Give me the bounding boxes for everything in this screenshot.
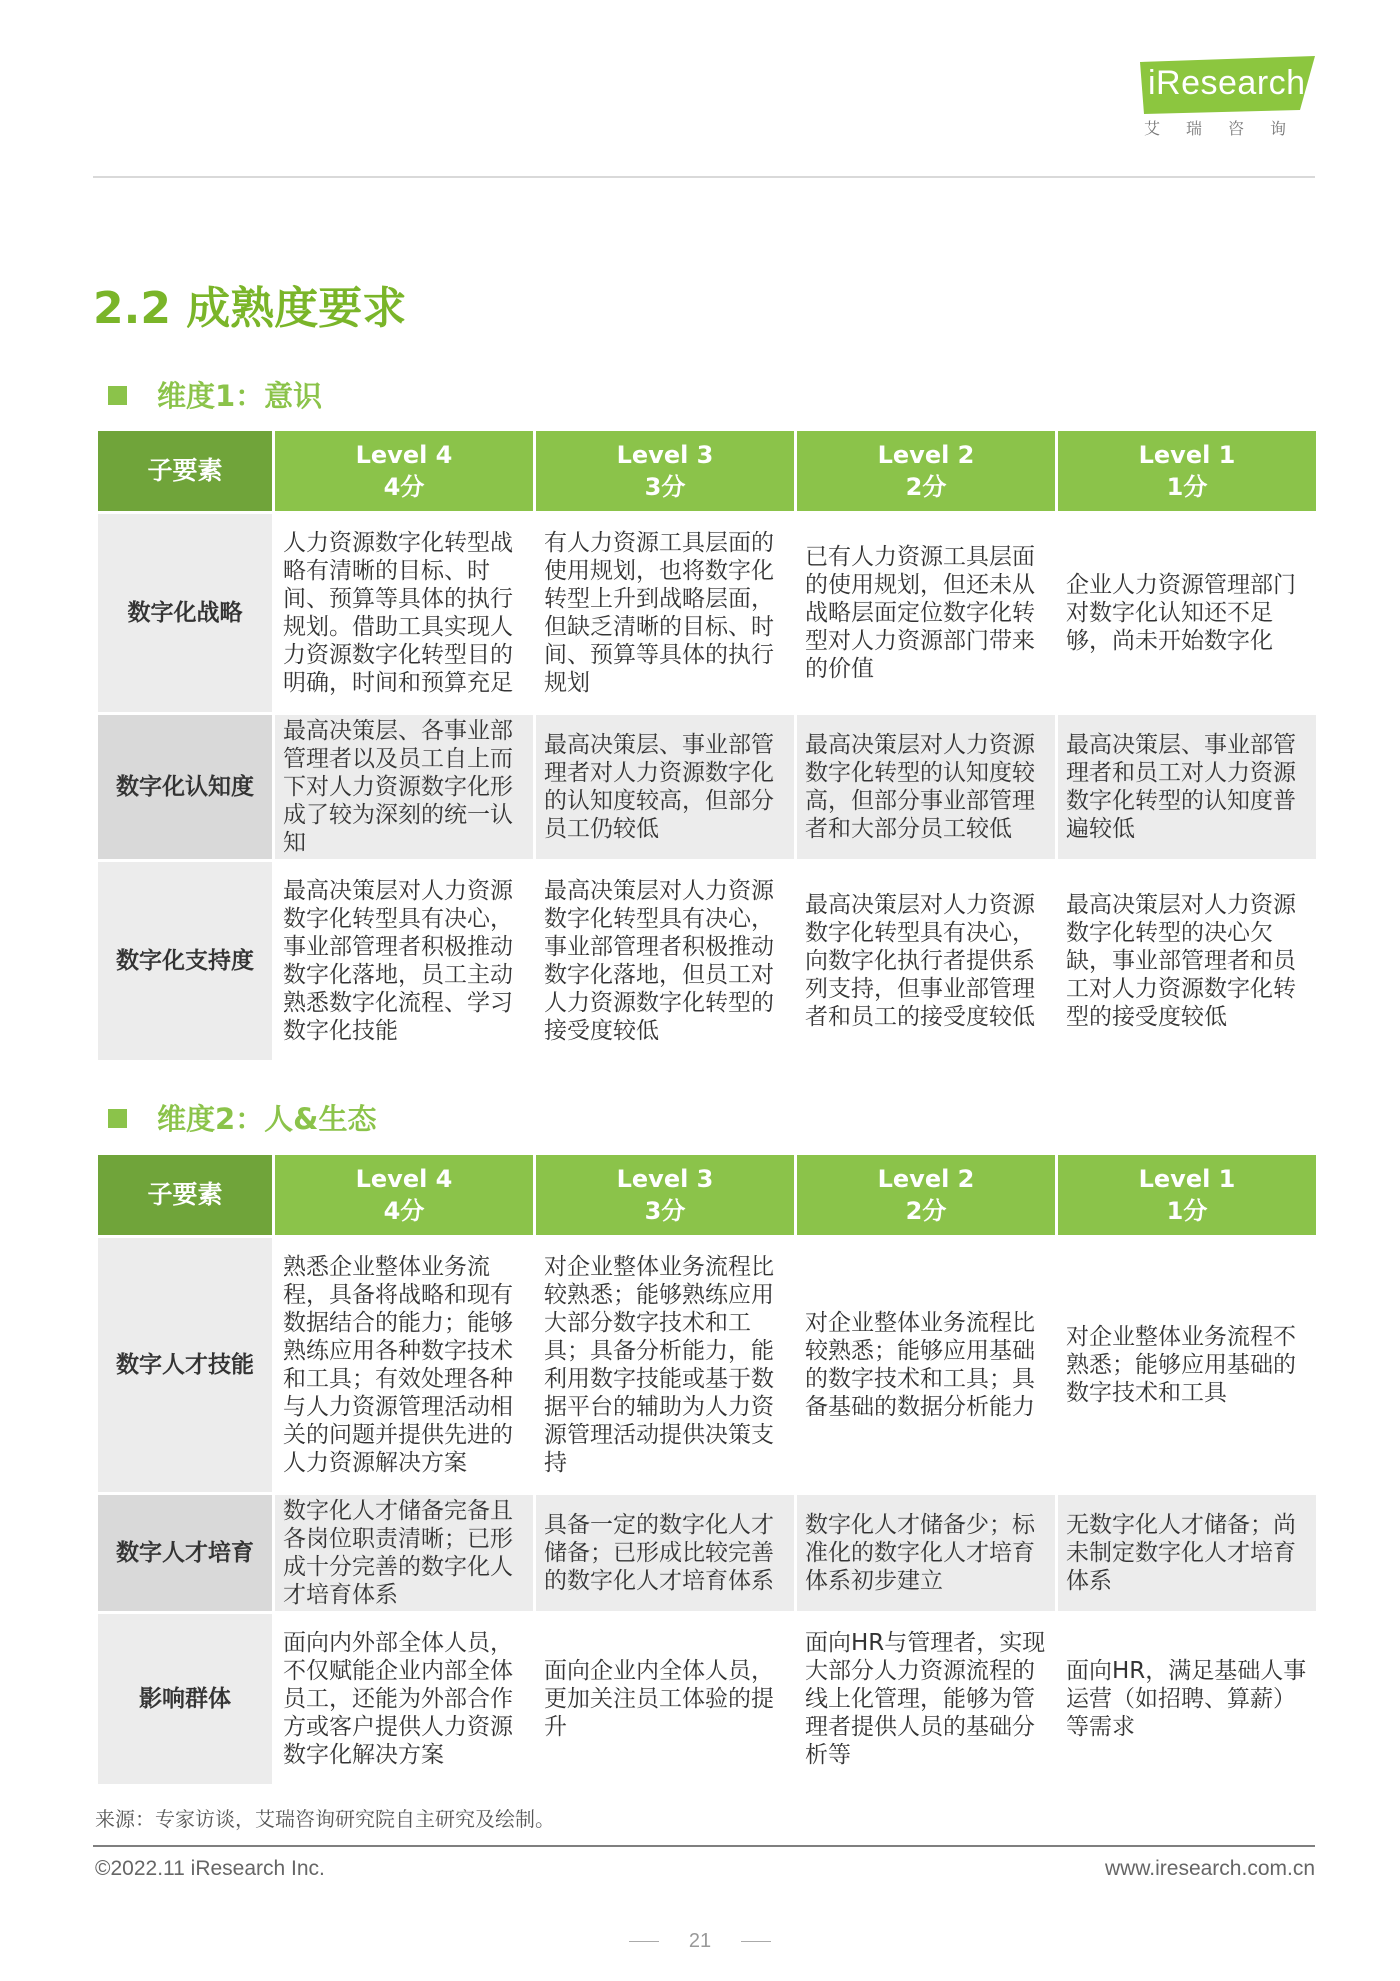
table-cell: 最高决策层、事业部管理者对人力资源数字化的认知度较高，但部分员工仍较低 xyxy=(536,715,794,859)
table-cell: 最高决策层对人力资源数字化转型的决心欠缺，事业部管理者和员工对人力资源数字化转型的接受度较低 xyxy=(1058,862,1316,1060)
table-row xyxy=(98,1238,1316,1492)
header-cell: Level 2 2分 xyxy=(797,431,1055,511)
table-cell: 数字化人才储备完备且各岗位职责清晰；已形成十分完善的数字化人才培育体系 xyxy=(275,1495,533,1611)
source-note: 来源：专家访谈，艾瑞咨询研究院自主研究及绘制。 xyxy=(95,1807,555,1831)
section-heading-dimension2 xyxy=(108,1097,376,1138)
dimension2-title: 维度2：人&生态 xyxy=(157,1102,377,1136)
copyright: ©2022.11 iResearch Inc. xyxy=(95,1857,325,1880)
header-cell: 子要素 xyxy=(98,431,272,511)
table-cell: 面向HR，满足基础人事运营（如招聘、算薪）等需求 xyxy=(1058,1614,1316,1784)
table-cell: 具备一定的数字化人才储备；已形成比较完善的数字化人才培育体系 xyxy=(536,1495,794,1611)
table-cell: 最高决策层对人力资源数字化转型具有决心，事业部管理者积极推动数字化落地，员工主动熟悉数字化流程、学习数字化技能 xyxy=(275,862,533,1060)
page-title: 2.2 成熟度要求 xyxy=(93,283,407,334)
header-cell: Level 4 4分 xyxy=(275,431,533,511)
table-cell: 面向企业内全体人员，更加关注员工体验的提升 xyxy=(536,1614,794,1784)
table-header-row xyxy=(98,431,1316,511)
table-row xyxy=(98,1495,1316,1611)
header-cell: Level 1 1分 xyxy=(1058,431,1316,511)
table-row xyxy=(98,1614,1316,1784)
header-cell: Level 2 2分 xyxy=(797,1155,1055,1235)
row-key: 数字人才培育 xyxy=(98,1495,272,1611)
header-divider xyxy=(93,176,1315,178)
table-cell: 最高决策层对人力资源数字化转型具有决心，事业部管理者积极推动数字化落地，但员工对人力资源数字化转型的接受度较低 xyxy=(536,862,794,1060)
table-cell: 对企业整体业务流程不熟悉；能够应用基础的数字技术和工具 xyxy=(1058,1238,1316,1492)
table-row xyxy=(98,715,1316,859)
row-key: 数字化战略 xyxy=(98,514,272,712)
table-row xyxy=(98,862,1316,1060)
header-cell: Level 3 3分 xyxy=(536,1155,794,1235)
row-key: 影响群体 xyxy=(98,1614,272,1784)
table-cell: 对企业整体业务流程比较熟悉；能够应用基础的数字技术和工具；具备基础的数据分析能力 xyxy=(797,1238,1055,1492)
table-cell: 面向内外部全体人员，不仅赋能企业内部全体员工，还能为外部合作方或客户提供人力资源数字化解决方案 xyxy=(275,1614,533,1784)
table-cell: 有人力资源工具层面的使用规划，也将数字化转型上升到战略层面，但缺乏清晰的目标、时间、预算等具体的执行规划 xyxy=(536,514,794,712)
table-cell: 最高决策层、事业部管理者和员工对人力资源数字化转型的认知度普遍较低 xyxy=(1058,715,1316,859)
header-cell: Level 1 1分 xyxy=(1058,1155,1316,1235)
table-cell: 企业人力资源管理部门对数字化认知还不足够，尚未开始数字化 xyxy=(1058,514,1316,712)
row-key: 数字化支持度 xyxy=(98,862,272,1060)
pager-dash-right xyxy=(741,1941,771,1942)
header-cell: Level 4 4分 xyxy=(275,1155,533,1235)
dimension1-table xyxy=(95,428,1319,1063)
iresearch-logo xyxy=(1140,56,1315,146)
header-cell: Level 3 3分 xyxy=(536,431,794,511)
table-cell: 熟悉企业整体业务流程，具备将战略和现有数据结合的能力；能够熟练应用各种数字技术和工具；有效处理各种与人力资源管理活动相关的问题并提供先进的人力资源解决方案 xyxy=(275,1238,533,1492)
logo-brand-text: iResearch xyxy=(1148,64,1306,102)
square-bullet-icon xyxy=(108,386,127,405)
square-bullet-icon xyxy=(108,1109,127,1128)
dimension1-title: 维度1：意识 xyxy=(157,379,323,413)
table-cell: 无数字化人才储备；尚未制定数字化人才培育体系 xyxy=(1058,1495,1316,1611)
table-cell: 最高决策层对人力资源数字化转型具有决心，向数字化执行者提供系列支持，但事业部管理者和员工的接受度较低 xyxy=(797,862,1055,1060)
table-cell: 人力资源数字化转型战略有清晰的目标、时间、预算等具体的执行规划。借助工具实现人力资源数字化转型目的明确，时间和预算充足 xyxy=(275,514,533,712)
footer-divider xyxy=(93,1845,1315,1847)
pager-dash-left xyxy=(629,1941,659,1942)
table-cell: 面向HR与管理者，实现大部分人力资源流程的线上化管理，能够为管理者提供人员的基础分析等 xyxy=(797,1614,1055,1784)
section-heading-dimension1 xyxy=(108,374,322,415)
table-cell: 已有人力资源工具层面的使用规划，但还未从战略层面定位数字化转型对人力资源部门带来的价值 xyxy=(797,514,1055,712)
dimension2-table xyxy=(95,1152,1319,1787)
row-key: 数字化认知度 xyxy=(98,715,272,859)
page-number xyxy=(0,1930,1400,1953)
row-key: 数字人才技能 xyxy=(98,1238,272,1492)
table-header-row xyxy=(98,1155,1316,1235)
table-cell: 最高决策层、各事业部管理者以及员工自上而下对人力资源数字化形成了较为深刻的统一认知 xyxy=(275,715,533,859)
table-cell: 对企业整体业务流程比较熟悉；能够熟练应用大部分数字技术和工具；具备分析能力，能利用数字技能或基于数据平台的辅助为人力资源管理活动提供决策支持 xyxy=(536,1238,794,1492)
website-link[interactable]: www.iresearch.com.cn xyxy=(1104,1857,1315,1880)
page-number-value: 21 xyxy=(688,1930,712,1952)
table-cell: 数字化人才储备少；标准化的数字化人才培育体系初步建立 xyxy=(797,1495,1055,1611)
header-cell: 子要素 xyxy=(98,1155,272,1235)
table-row xyxy=(98,514,1316,712)
logo-brand-cn: 艾瑞咨询 xyxy=(1144,119,1313,138)
table-cell: 最高决策层对人力资源数字化转型的认知度较高，但部分事业部管理者和大部分员工较低 xyxy=(797,715,1055,859)
